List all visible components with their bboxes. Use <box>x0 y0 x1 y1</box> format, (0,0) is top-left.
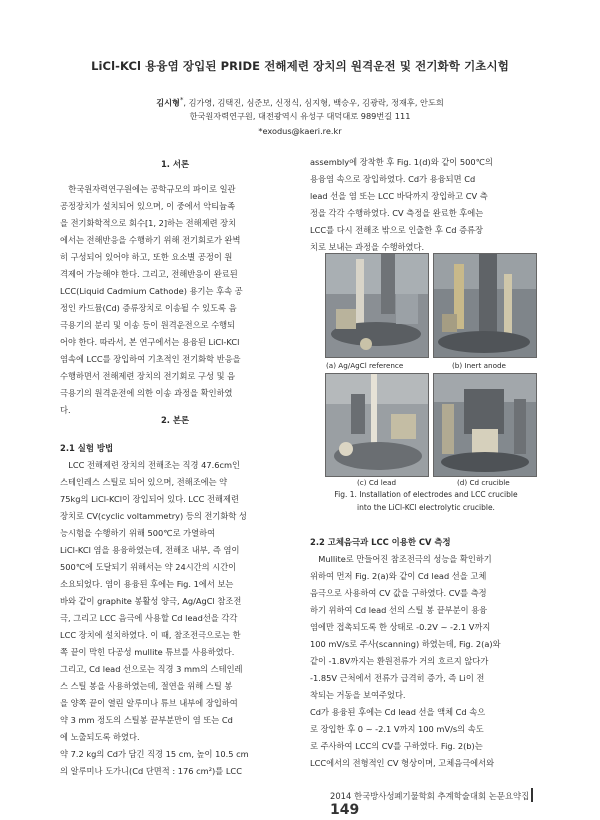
text-line: 에 노출되도록 하였다. <box>60 732 140 742</box>
text-line: 하기 위하여 Cd lead 선의 스틸 봉 끝부분이 용융 <box>310 605 488 615</box>
text-line: 의 알루미나 도가니(Cd 단면적 : 176 cm²)를 LCC <box>60 766 242 776</box>
text-line: LCC 전해제련 장치의 전해조는 직경 47.6cm인 <box>68 460 240 470</box>
text-line: 어야 한다. 따라서, 본 연구에서는 용융된 LiCl-KCl <box>60 337 240 347</box>
text-line: 염속에 LCC를 장입하여 기초적인 전기화학 반응을 <box>60 354 241 364</box>
text-line: 을 전기화학적으로 회수[1, 2]하는 전해제련 장치 <box>60 218 237 228</box>
text-line: Cd가 용융된 후에는 Cd lead 선을 액체 Cd 속으 <box>310 707 486 717</box>
text-line: 극용기의 분리 및 이송 등이 원격운전으로 수행되 <box>60 320 236 330</box>
text-line: 위하여 먼저 Fig. 2(a)와 같이 Cd lead 선을 고체 <box>310 571 487 581</box>
method-paragraph <box>60 457 290 780</box>
photo-inert-anode <box>433 253 537 358</box>
body-heading: 2. 본론 <box>160 415 190 425</box>
text-line: 500℃에 도달되기 위해서는 약 24시간의 시간이 <box>60 562 237 572</box>
text-line: 스테인레스 스틸로 되어 있으며, 전해조에는 약 <box>60 477 228 487</box>
panel-d-label: (d) Cd crucible <box>457 478 510 487</box>
photo-cd-crucible <box>433 373 537 477</box>
text-line: 쪽 끝이 막힌 다공성 mullite 튜브를 사용하였다. <box>60 647 235 657</box>
cd-lead-photo-drawing <box>326 374 428 476</box>
method-continued-paragraph <box>310 154 542 256</box>
affiliation: 한국원자력연구원, 대전광역시 유성구 대덕대로 989번길 111 <box>189 111 411 121</box>
text-line: 장치로 CV(cyclic voltammetry) 등의 전기화학 성 <box>60 511 247 521</box>
cv-heading: 2.2 고체음극과 LCC 이용한 CV 측정 <box>310 537 451 547</box>
text-line: 을 양쪽 끝이 열린 알루미나 튜브 내부에 장입하여 <box>60 698 238 708</box>
text-line: lead 선을 염 또는 LCC 바닥까지 장입하고 CV 측 <box>310 191 488 201</box>
page-number: 149 <box>330 802 360 818</box>
text-line: 공정장치가 설치되어 있으며, 이 중에서 악티늄족 <box>60 201 236 211</box>
text-line: 100 mV/s로 주사(scanning) 하였는데, Fig. 2(a)와 <box>310 639 501 649</box>
method-heading: 2.1 실험 방법 <box>60 443 114 453</box>
contact-email: *exodus@kaeri.re.kr <box>258 126 342 136</box>
paper-title: LiCl-KCl 용융염 장입된 PRIDE 전해제련 장치의 원격운전 및 전기화학 기초시험 <box>91 59 509 73</box>
inert-anode-photo-drawing <box>434 254 536 357</box>
cv-paragraph <box>310 551 542 772</box>
text-line: 같이 -1.8V까지는 환원전류가 거의 흐르지 않다가 <box>310 656 489 666</box>
figure-caption <box>305 488 547 514</box>
text-line: LCC 장치에 설치하였다. 이 때, 참조전극으로는 한 <box>60 630 241 640</box>
text-line: LCC(Liquid Cadmium Cathode) 용기는 후속 공 <box>60 286 243 296</box>
figure-caption-line-1: Fig. 1. Installation of electrodes and LCC crucible <box>334 490 518 499</box>
text-line: 75kg의 LiCl-KCl이 장입되어 있다. LCC 전해제련 <box>60 494 239 504</box>
text-line: 그리고, Cd lead 선으로는 직경 3 mm의 스테인레 <box>60 664 243 674</box>
text-line: 정을 각각 수행하였다. CV 측정을 완료한 후에는 <box>310 208 484 218</box>
photo-reference-electrode <box>325 253 429 358</box>
text-line: 음극으로 사용하여 CV 값을 구하였다. CV를 측정 <box>310 588 487 598</box>
text-line: 히 구성되어 있어야 하고, 또한 요소별 공정이 원 <box>60 252 233 262</box>
text-line: 약 3 mm 정도의 스틸봉 끝부분만이 염 또는 Cd <box>60 715 233 725</box>
text-line: 염에만 접촉되도록 한 상태로 -0.2V ~ -2.1 V까지 <box>310 622 491 632</box>
text-line: 약 7.2 kg의 Cd가 담긴 직경 15 cm, 높이 10.5 cm <box>60 749 249 759</box>
text-line: 소요되었다. 염이 용융된 후에는 Fig. 1에서 보는 <box>60 579 234 589</box>
figure-caption-line-2: into the LiCl-KCl electrolytic crucible. <box>357 503 495 512</box>
text-line: 스 스틸 봉을 사용하였는데, 절연을 위해 스틸 봉 <box>60 681 233 691</box>
page-footer <box>330 788 560 818</box>
text-line: LCC에서의 전형적인 CV 형상이며, 고체음극에서와 <box>310 758 495 768</box>
text-line: 로 주사하여 LCC의 CV를 구하였다. Fig. 2(b)는 <box>310 741 483 751</box>
text-line: 에서는 전해반응을 수행하기 위해 전기회로가 완벽 <box>60 235 241 245</box>
text-line: LiCl-KCl 염을 용융하였는데, 전해조 내부, 즉 염이 <box>60 545 240 555</box>
other-authors: , 김가영, 김택진, 심준보, 신정식, 심지형, 백승우, 김광락, 정재후, 안도희 <box>183 97 444 108</box>
text-line: LCC를 다시 전해조 밖으로 인출한 후 Cd 증류장 <box>310 225 483 235</box>
photo-cd-lead <box>325 373 429 477</box>
footer-text: 2014 한국방사성폐기물학회 추계학술대회 논문요약집 <box>330 791 530 801</box>
text-line: 다. <box>60 405 71 415</box>
text-line: 격제어 가능해야 한다. 그리고, 전해반응이 완료된 <box>60 269 238 279</box>
text-line: 용융염 속으로 장입하였다. Cd가 용융되면 Cd <box>310 174 476 184</box>
text-line: 수행하면서 전해제련 장치의 전기회로 구성 및 음 <box>60 371 236 381</box>
intro-paragraph <box>60 181 290 419</box>
text-line: -1.85V 근처에서 전류가 급격히 증가, 즉 Li이 전 <box>310 673 485 683</box>
text-line: 극, 그리고 LCC 음극에 사용할 Cd lead선을 각각 <box>60 613 238 623</box>
author-list <box>0 96 600 109</box>
reference-electrode-photo-drawing <box>326 254 428 357</box>
first-author: 김시형 <box>156 97 180 108</box>
cd-crucible-photo-drawing <box>434 374 536 476</box>
text-line: 착되는 거동을 보여주었다. <box>310 690 406 700</box>
text-line: 로 장입한 후 0 ~ -2.1 V까지 100 mV/s의 속도 <box>310 724 484 734</box>
panel-a-label: (a) Ag/AgCl reference <box>326 361 404 370</box>
text-line: 능시험을 수행하기 위해 500℃로 가열하여 <box>60 528 216 538</box>
corresponding-mark: * <box>179 96 184 104</box>
text-line: assembly에 장착한 후 Fig. 1(d)와 같이 500℃의 <box>310 157 493 167</box>
panel-b-label: (b) Inert anode <box>452 361 506 370</box>
text-line: 정인 카드뮴(Cd) 증류장치로 이송될 수 있도록 음 <box>60 303 237 313</box>
text-line: 한국원자력연구원에는 공학규모의 파이로 일관 <box>68 184 236 194</box>
text-line: Mullite로 만들어진 참조전극의 성능을 확인하기 <box>318 554 492 564</box>
text-line: 치로 보내는 과정을 수행하였다. <box>310 242 425 252</box>
intro-heading: 1. 서론 <box>160 159 190 169</box>
panel-c-label: (c) Cd lead <box>357 478 397 487</box>
text-line: 극용기의 원격운전에 의한 이송 과정을 확인하였 <box>60 388 233 398</box>
text-line: 바와 같이 graphite 봉활성 양극, Ag/AgCl 참조전 <box>60 596 242 606</box>
footer-divider <box>531 788 533 802</box>
